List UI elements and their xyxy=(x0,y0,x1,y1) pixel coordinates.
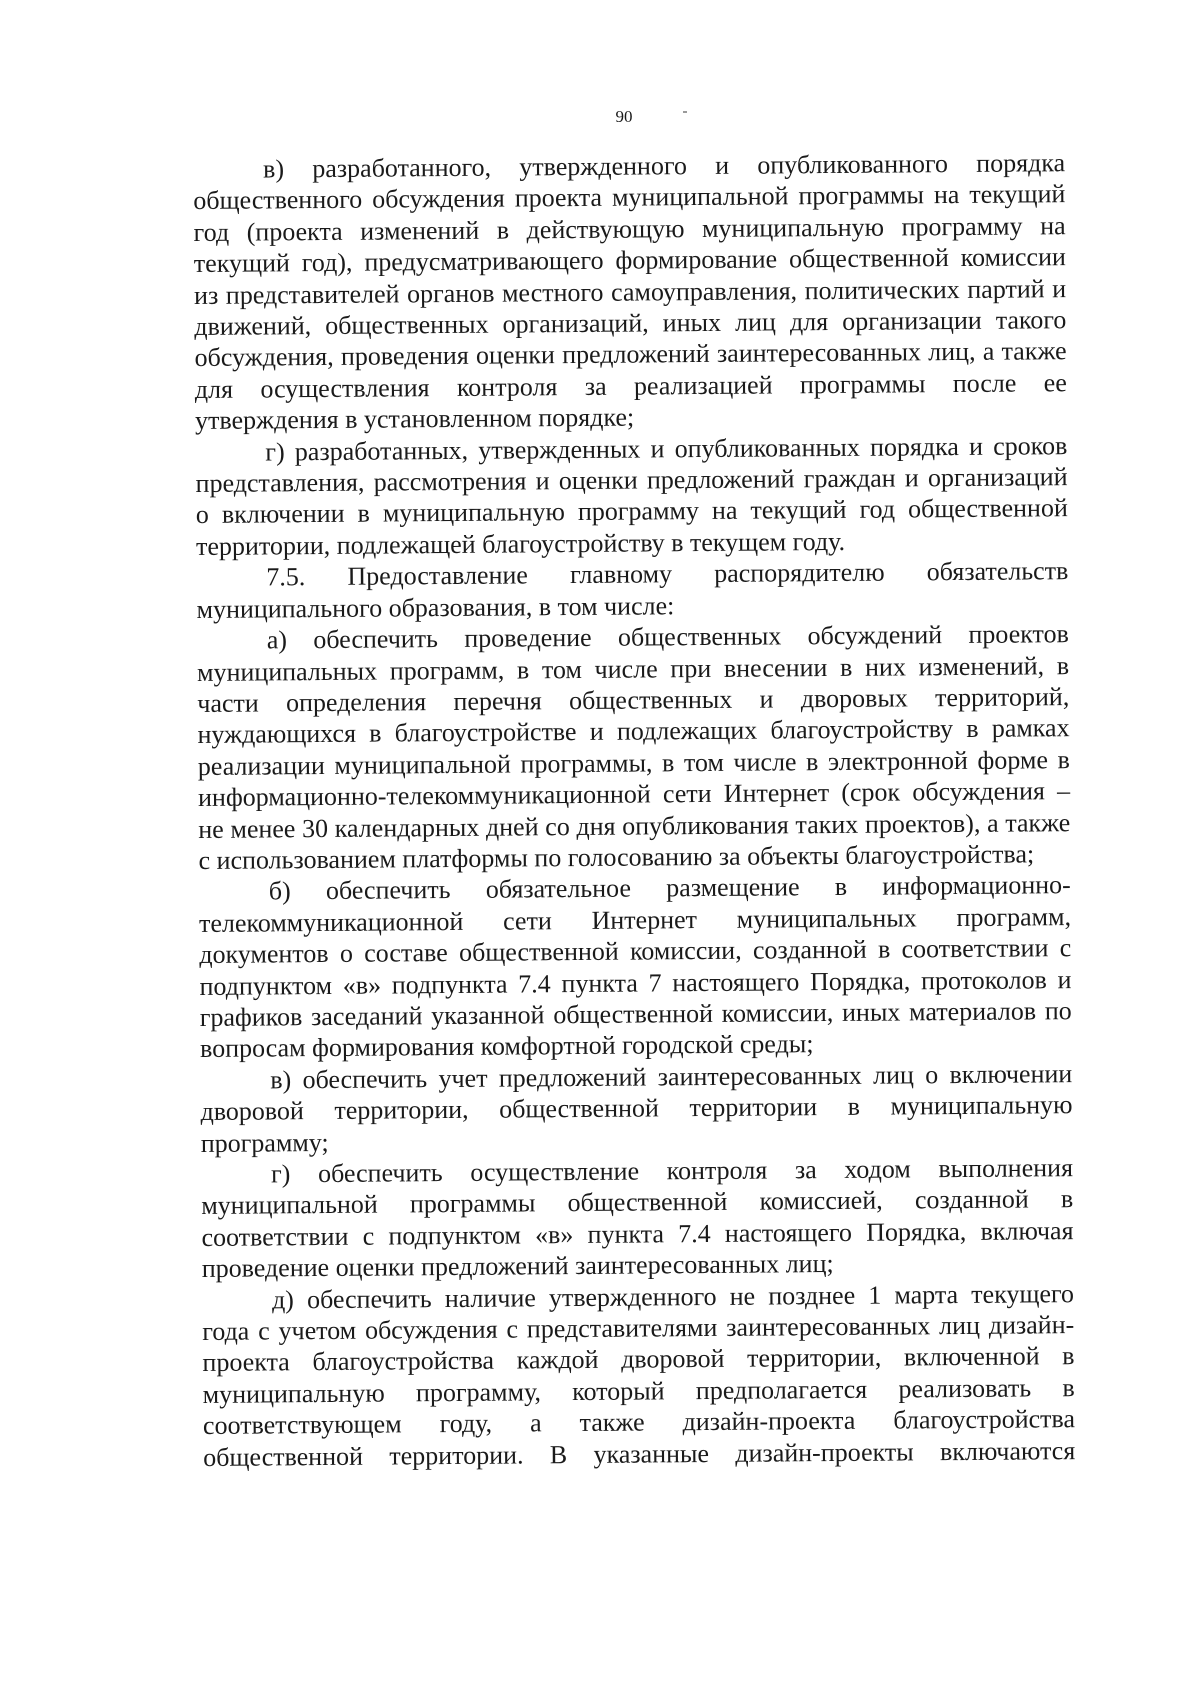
scan-speck xyxy=(683,111,687,113)
page-number: 90 xyxy=(615,107,633,126)
paragraph-v-public-discussion-procedure: в) разработанного, утвержденного и опубликованного порядка общественного обсуждения проекта муниципальной программы на текущий год (проекта изменений в действующую муниципальную программу на текущий год), предусматривающего формирование общественной комиссии из представителей органов местного самоуправления, политических партий и движений, общественных организаций, иных лиц для организации такого обсуждения, проведения оценки предложений заинтересованных лиц, а также для осуществления контроля за реализацией программы после ее утверждения в установленном порядке; xyxy=(193,148,1067,436)
paragraph-g-control: г) обеспечить осуществление контроля за ходом выполнения муниципальной программы общественной комиссией, созданной в соответствии с подпунктом «в» пункта 7.4 настоящего Порядка, включая проведение оценки предложений заинтересованных лиц; xyxy=(201,1153,1074,1284)
document-body xyxy=(193,147,1075,1473)
paragraph-d-design-projects: д) обеспечить наличие утвержденного не позднее 1 марта текущего года с учетом обсуждения с представителями заинтересованных лиц дизайн-проекта благоустройства каждой дворовой территории, включенной в муниципальную программу, который предполагается реализовать в соответствующем году, а также дизайн-проекта благоустройства общественной территории. В указанные дизайн-проекты включаются xyxy=(202,1278,1076,1472)
paragraph-b-internet-publication: б) обеспечить обязательное размещение в информационно-телекоммуникационной сети Интернет муниципальных программ, документов о составе общественной комиссии, созданной в соответствии с подпунктом «в» подпункта 7.4 пункта 7 настоящего Порядка, протоколов и графиков заседаний указанной общественной комиссии, иных материалов по вопросам формирования комфортной городской среды; xyxy=(198,870,1072,1064)
paragraph-g-proposals-procedure: г) разработанных, утвержденных и опубликованных порядка и сроков представления, рассмотрения и оценки предложений граждан и организаций о включении в муниципальную программу на текущий год общественной территории, подлежащей благоустройству в текущем году. xyxy=(195,430,1068,561)
paragraph-v-proposals-accounting: в) обеспечить учет предложений заинтересованных лиц о включении дворовой территории, общественной территории в муниципальную программу; xyxy=(200,1058,1073,1158)
paragraph-7-5-obligations: 7.5. Предоставление главному распорядителю обязательств муниципального образования, в том числе: xyxy=(196,556,1069,624)
paragraph-a-public-discussions: а) обеспечить проведение общественных обсуждений проектов муниципальных программ, в том числе при внесении в них изменений, в части определения перечня общественных и дворовых территорий, нуждающихся в благоустройстве и подлежащих благоустройству в рамках реализации муниципальной программы, в том числе в электронной форме в информационно-телекоммуникационной сети Интернет (срок обсуждения – не менее 30 календарных дней со дня опубликования таких проектов), а также с использованием платформы по голосованию за объекты благоустройства; xyxy=(196,619,1071,875)
